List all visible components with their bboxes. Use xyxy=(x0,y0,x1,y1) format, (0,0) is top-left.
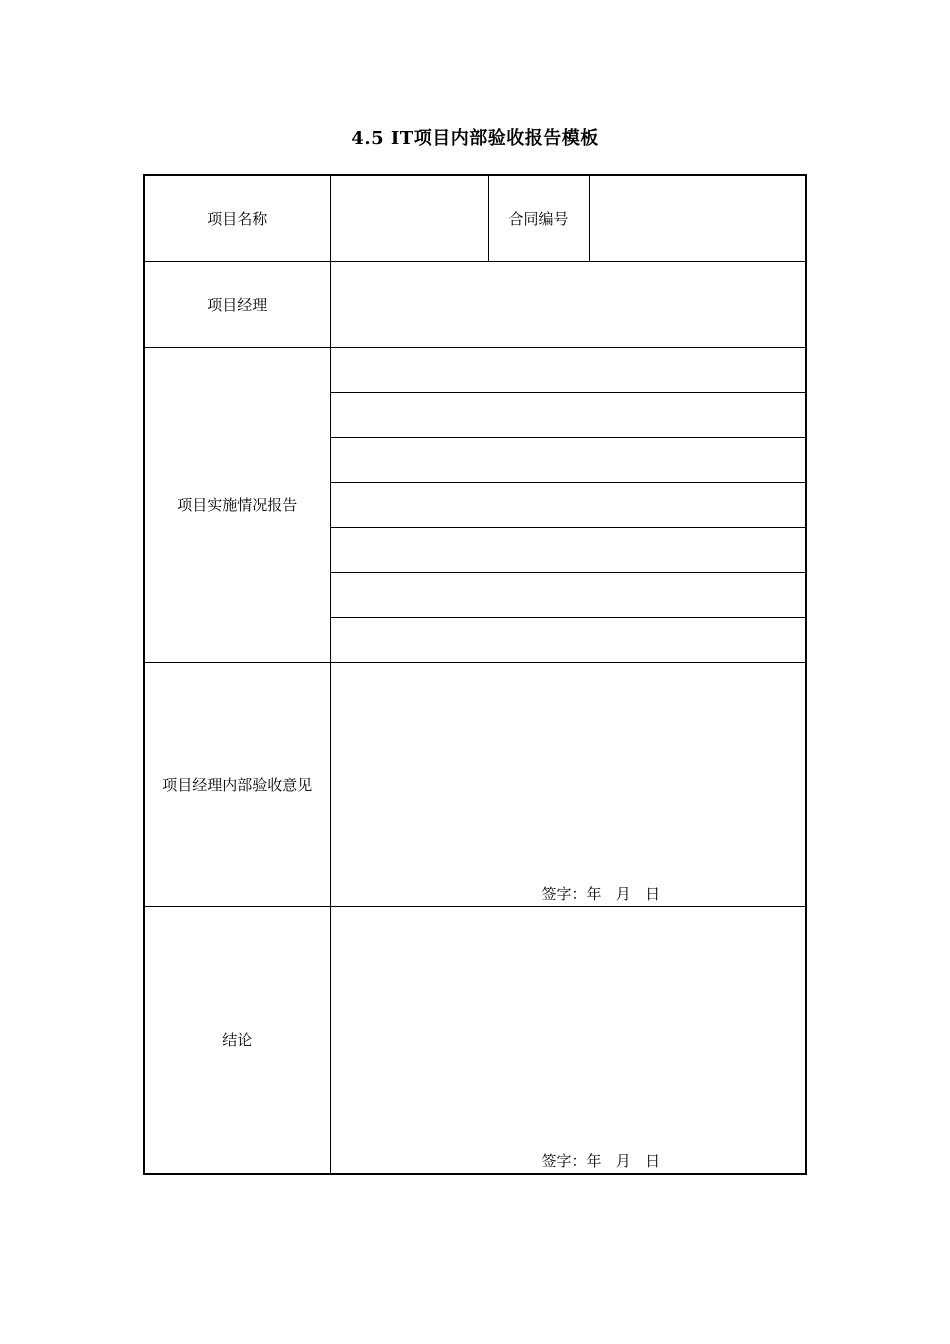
project-manager-field[interactable] xyxy=(330,261,806,347)
implementation-line-field[interactable] xyxy=(330,527,806,572)
contract-no-field[interactable] xyxy=(589,175,806,261)
implementation-line-field[interactable] xyxy=(330,482,806,527)
project-name-label: 项目名称 xyxy=(144,175,330,261)
acceptance-report-form xyxy=(143,174,807,1175)
conclusion-field[interactable] xyxy=(330,906,806,1174)
implementation-report-label: 项目实施情况报告 xyxy=(144,347,330,662)
implementation-line-field[interactable] xyxy=(330,347,806,392)
page-title: 4.5 IT项目内部验收报告模板 xyxy=(351,128,599,149)
project-name-field[interactable] xyxy=(330,175,488,261)
pm-opinion-signature-line: 签字：年 月 日 xyxy=(541,884,661,903)
row-project-name xyxy=(144,175,806,261)
pm-opinion-label: 项目经理内部验收意见 xyxy=(144,662,330,906)
implementation-line-field[interactable] xyxy=(330,572,806,617)
row-conclusion xyxy=(144,906,806,1174)
row-project-manager xyxy=(144,261,806,347)
row-implementation-1 xyxy=(144,347,806,392)
implementation-line-field[interactable] xyxy=(330,617,806,662)
conclusion-label: 结论 xyxy=(144,906,330,1174)
implementation-line-field[interactable] xyxy=(330,437,806,482)
project-manager-label: 项目经理 xyxy=(144,261,330,347)
implementation-line-field[interactable] xyxy=(330,392,806,437)
row-pm-opinion xyxy=(144,662,806,906)
contract-no-label: 合同编号 xyxy=(488,175,589,261)
conclusion-signature-line: 签字：年 月 日 xyxy=(541,1152,661,1170)
pm-opinion-field[interactable] xyxy=(330,662,806,906)
